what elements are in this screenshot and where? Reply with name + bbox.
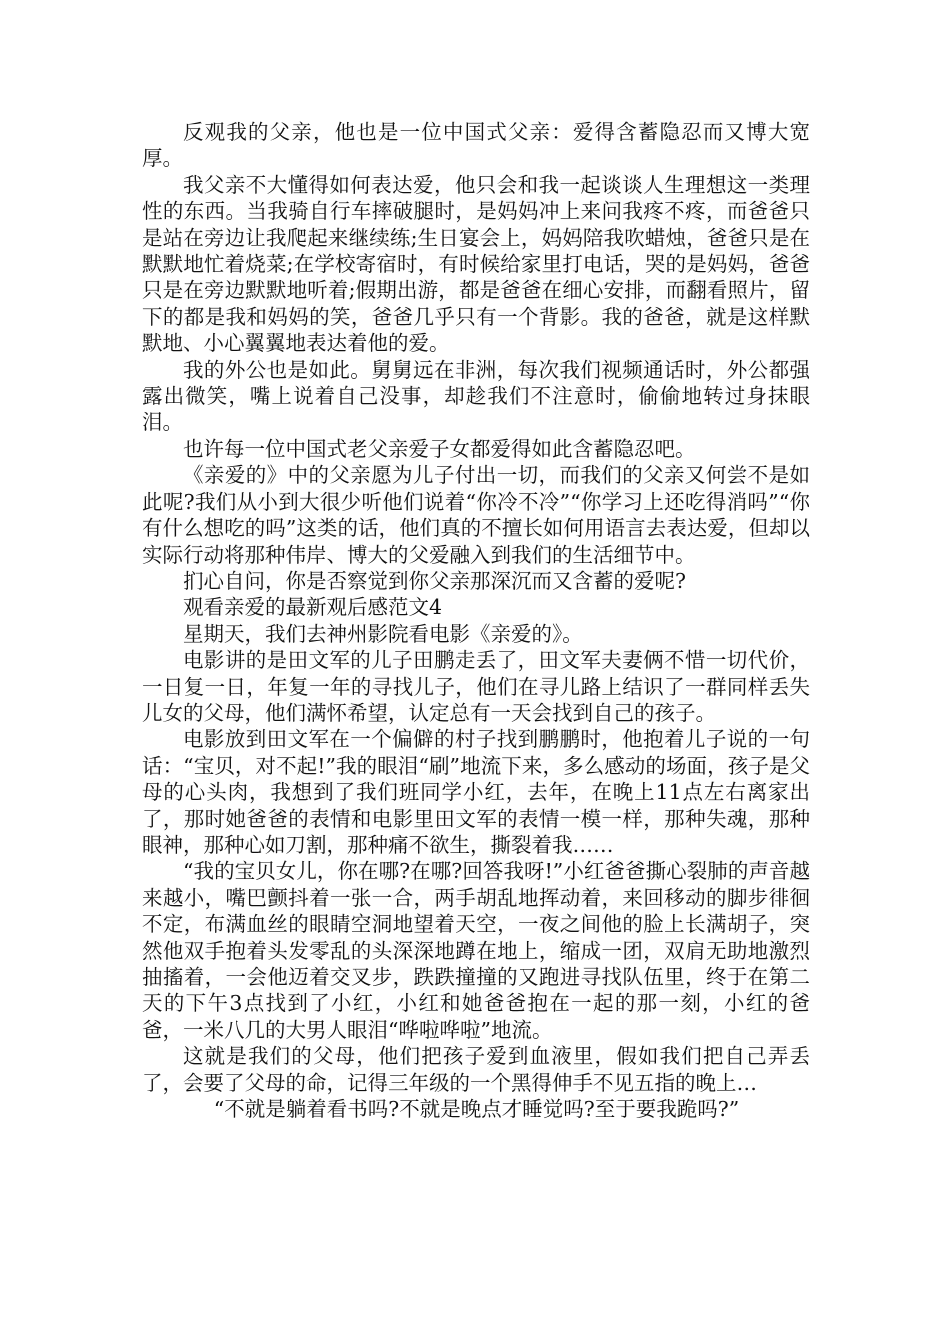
paragraph-3: 我的外公也是如此。舅舅远在非洲，每次我们视频通话时，外公都强露出微笑，嘴上说着自己没事，却趁我们不注意时，偷偷地转过身抹眼泪。 bbox=[142, 357, 810, 435]
paragraph-5: 《亲爱的》中的父亲愿为儿子付出一切，而我们的父亲又何尝不是如此呢?我们从小到大很少听他们说着“你冷不冷”“你学习上还吃得消吗”“你有什么想吃的吗”这类的话，他们真的不擅长如何用语言去表达爱，但却以实际行动将那种伟岸、博大的父爱融入到我们的生活细节中。 bbox=[142, 463, 810, 567]
paragraph-7: 星期天，我们去神州影院看电影《亲爱的》。 bbox=[183, 621, 583, 646]
paragraph-10: “我的宝贝女儿，你在哪?在哪?回答我呀!”小红爸爸撕心裂肺的声音越来越小，嘴巴颤抖着一张一合，两手胡乱地挥动着，来回移动的脚步徘徊不定，布满血丝的眼睛空洞地望着天空，一夜之间他的脸上长满胡子，突然他双手抱着头发零乱的头深深地蹲在地上，缩成一团，双肩无助地激烈抽搐着，一会他迈着交叉步，跌跌撞撞的又跑进寻找队伍里，终于在第二天的下午3点找到了小红，小红和她爸爸抱在一起的那一刻，小红的爸爸，一米八几的大男人眼泪“哗啦哗啦”地流。 bbox=[142, 859, 810, 1042]
paragraph-11: 这就是我们的父母，他们把孩子爱到血液里，假如我们把自己弄丢了，会要了父母的命，记得三年级的一个黑得伸手不见五指的晚上… bbox=[142, 1044, 810, 1095]
paragraph-8: 电影讲的是田文军的儿子田鹏走丢了，田文军夫妻俩不惜一切代价，一日复一日，年复一年的寻找儿子，他们在寻儿路上结识了一群同样丢失儿女的父母，他们满怀希望，认定总有一天会找到自己的孩子。 bbox=[142, 648, 810, 725]
paragraph-4: 也许每一位中国式老父亲爱子女都爱得如此含蓄隐忍吧。 bbox=[183, 436, 696, 461]
paragraph-2: 我父亲不大懂得如何表达爱，他只会和我一起谈谈人生理想这一类理性的东西。当我骑自行车摔破腿时，是妈妈冲上来问我疼不疼，而爸爸只是站在旁边让我爬起来继续练;生日宴会上，妈妈陪我吹蜡烛，爸爸只是在默默地忙着烧菜;在学校寄宿时，有时候给家里打电话，哭的是妈妈，爸爸只是在旁边默默地听着;假期出游，都是爸爸在细心安排，而翻看照片，留下的都是我和妈妈的笑，爸爸几乎只有一个背影。我的爸爸，就是这样默默地、小心翼翼地表达着他的爱。 bbox=[142, 172, 810, 356]
section-heading: 观看亲爱的最新观后感范文4 bbox=[183, 595, 443, 620]
paragraph-6: 扪心自问，你是否察觉到你父亲那深沉而又含蓄的爱呢? bbox=[183, 568, 686, 593]
paragraph-9: 电影放到田文军在一个偏僻的村子找到鹏鹏时，他抱着儿子说的一句话：“宝贝，对不起!”我的眼泪“刷”地流下来，多么感动的场面，孩子是父母的心头肉，我想到了我们班同学小红，去年，在晚上11点左右离家出了，那时她爸爸的表情和电影里田文军的表情一模一样，那种失魂，那种眼神，那种心如刀割，那种痛不欲生，撕裂着我…… bbox=[142, 727, 810, 857]
document-body bbox=[142, 119, 810, 1122]
paragraph-12: “不就是躺着看书吗?不就是晚点才睡觉吗?至于要我跪吗?” bbox=[213, 1097, 740, 1122]
paragraph-1: 反观我的父亲，他也是一位中国式父亲：爱得含蓄隐忍而又博大宽厚。 bbox=[142, 120, 810, 171]
